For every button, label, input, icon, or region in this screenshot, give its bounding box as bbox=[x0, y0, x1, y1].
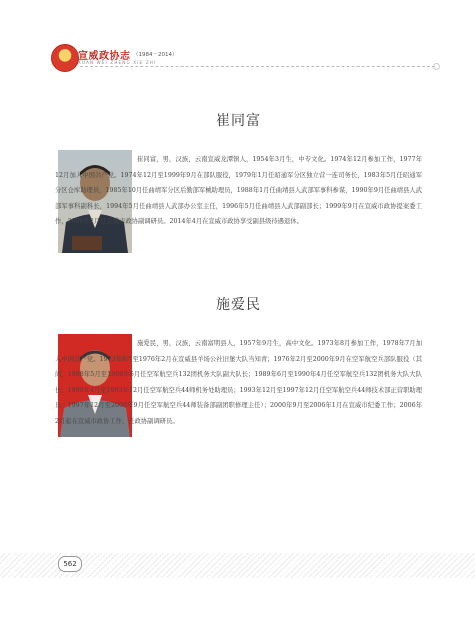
person-name-1: 崔同富 bbox=[216, 113, 261, 129]
person-bio-2: 施爱民，男，汉族，云南富明县人，1957年9月生，高中文化。1973年8月参加工作，1978年7月加入中国共产党。1973年8月至1976年2月在宣威县羊场公社旧堡大队当知青；1976年2月至2000年9月在空军航空兵部队服役（其间，1988年5月至1989年6月任空军航空兵132团机务大队副大队长；1989年6月至1990年4月任空军航空兵132团机务大队大队长；1990年4月至1993年12月任空军航空兵44师机务处助理员；1993年12月至1997年12月任空军航空兵44师技术部正营职助理员；1997年12月至2000年9月任空军航空兵44师装备部副团职修理主任）；2000年9月至2006年1月在宣威市纪委工作；2006年2月起在宣威市政协工作，任政协副调研员。 bbox=[55, 340, 422, 425]
header-ornament-icon bbox=[433, 63, 440, 70]
person-name-2: 施爱民 bbox=[216, 297, 261, 313]
page-header bbox=[0, 0, 475, 70]
header-divider bbox=[80, 66, 435, 67]
book-title: 宣威政协志 bbox=[78, 51, 131, 62]
book-pinyin: XUAN WEI ZHENG XIE ZHI bbox=[78, 60, 157, 65]
book-years: （1984－2014） bbox=[133, 52, 178, 58]
page-number: 562 bbox=[58, 556, 82, 572]
person-bio-1: 崔同富，男，汉族，云南宣威龙潭镇人，1954年3月生，中专文化。1974年12月参加工作，1977年12月加入中国共产党。1974年12月至1999年9月在部队服役，1979年1月任昭通军分区独立营一连司务长，1983年5月任昭通军分区仓库助理员，1985年10月任曲靖军分区后勤部军械助理员，1988年1月任曲靖县人武部军事科参谋，1990年9月任曲靖县人武部军事科副科长，1994年5月任曲靖县人武部办公室主任，1996年5月任曲靖县人武部副部长；1999年9月在宣威市政协提案委工作，2006年2月任宣威市政协副调研员。2014年4月在宣威市政协享受副县级待遇退休。 bbox=[55, 156, 422, 225]
cppcc-emblem-icon bbox=[51, 44, 79, 72]
